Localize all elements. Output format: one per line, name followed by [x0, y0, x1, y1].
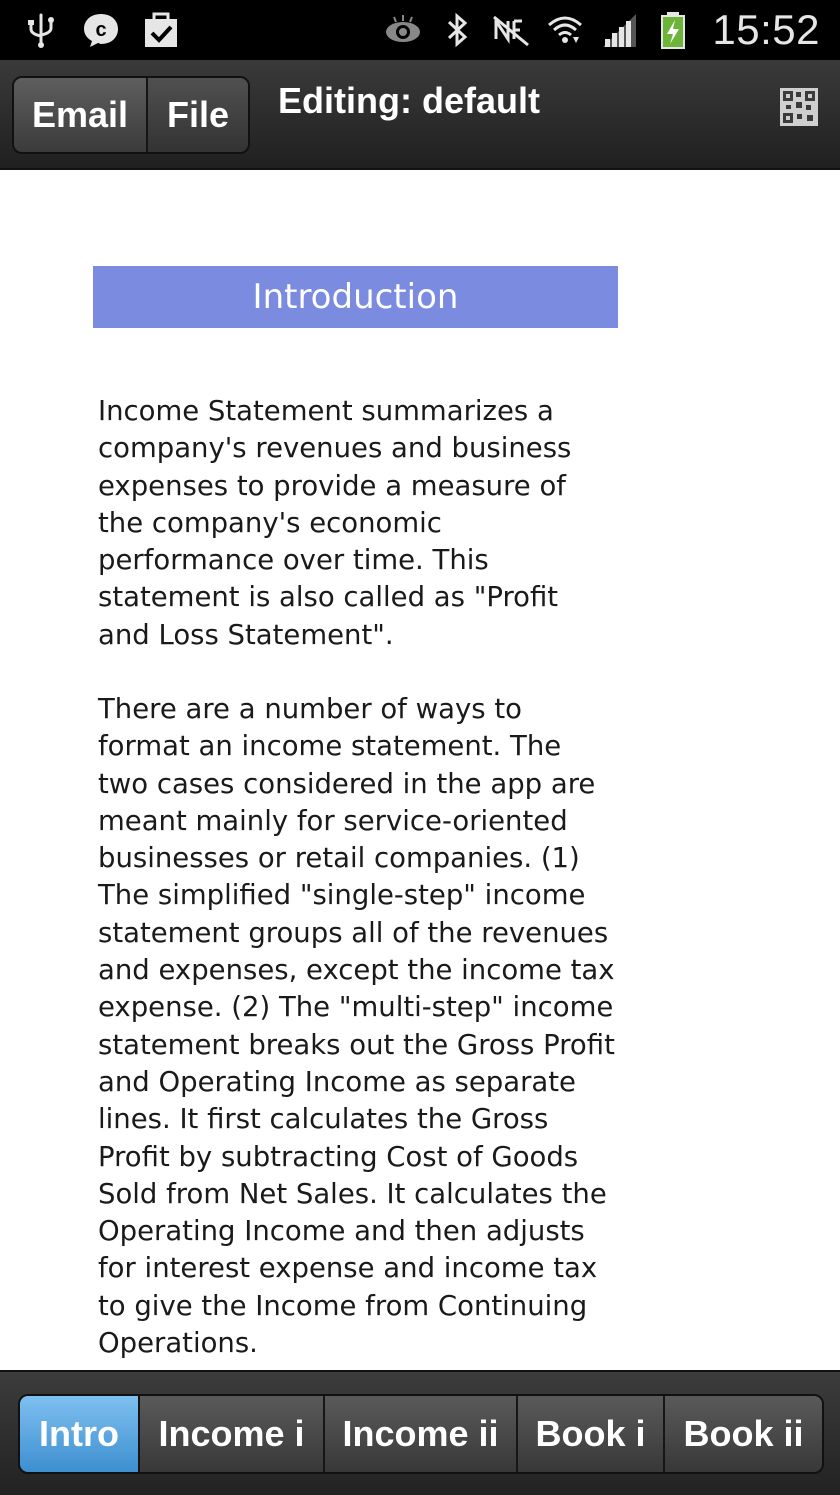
email-button[interactable]: Email	[14, 78, 148, 152]
task-icon	[142, 11, 180, 49]
chat-icon	[82, 11, 120, 49]
intro-paragraph-1: Income Statement summarizes a company's revenues and business expenses to provide a measure of the company's economic performance over time. This statement is also called as "Profit and Loss Statement".	[98, 395, 572, 651]
section-header: Introduction	[93, 266, 618, 328]
tab-book-ii[interactable]: Book ii	[665, 1396, 822, 1472]
tab-intro[interactable]: Intro	[20, 1396, 140, 1472]
content-area[interactable]	[0, 170, 840, 1370]
editing-title: Editing: default	[278, 80, 540, 121]
eye-icon	[384, 11, 422, 49]
file-button[interactable]: File	[148, 78, 248, 152]
tab-income-i[interactable]: Income i	[140, 1396, 325, 1472]
battery-charging-icon	[654, 11, 692, 49]
nfc-muted-icon	[492, 11, 530, 49]
qr-code-icon[interactable]	[780, 88, 818, 126]
tab-book-i[interactable]: Book i	[518, 1396, 665, 1472]
svg-text:c: c	[95, 19, 107, 41]
usb-icon	[22, 11, 60, 49]
intro-paragraph-2: There are a number of ways to format an income statement. The two cases considered in the app are meant mainly for service-oriented businesses or retail companies. (1) The simplified "single-step" income statement groups all of the revenues and expenses, except the income tax expense. (2) The "multi-step" income statement breaks out the Gross Profit and Operating Income as separate lines. It first calculates the Gross Profit by subtracting Cost of Goods Sold from Net Sales. It calculates the Operating Income and then adjusts for interest expense and income tax to give the Income from Continuing Operations.	[98, 693, 615, 1360]
tab-group	[18, 1394, 824, 1474]
action-bar	[0, 60, 840, 170]
tab-income-ii[interactable]: Income ii	[325, 1396, 518, 1472]
action-button-group	[12, 76, 250, 154]
status-bar	[0, 0, 840, 60]
bluetooth-icon	[438, 11, 476, 49]
wifi-icon	[546, 11, 584, 49]
bottom-tab-bar	[0, 1370, 840, 1495]
status-clock: 15:52	[712, 6, 820, 53]
signal-icon	[600, 11, 638, 49]
